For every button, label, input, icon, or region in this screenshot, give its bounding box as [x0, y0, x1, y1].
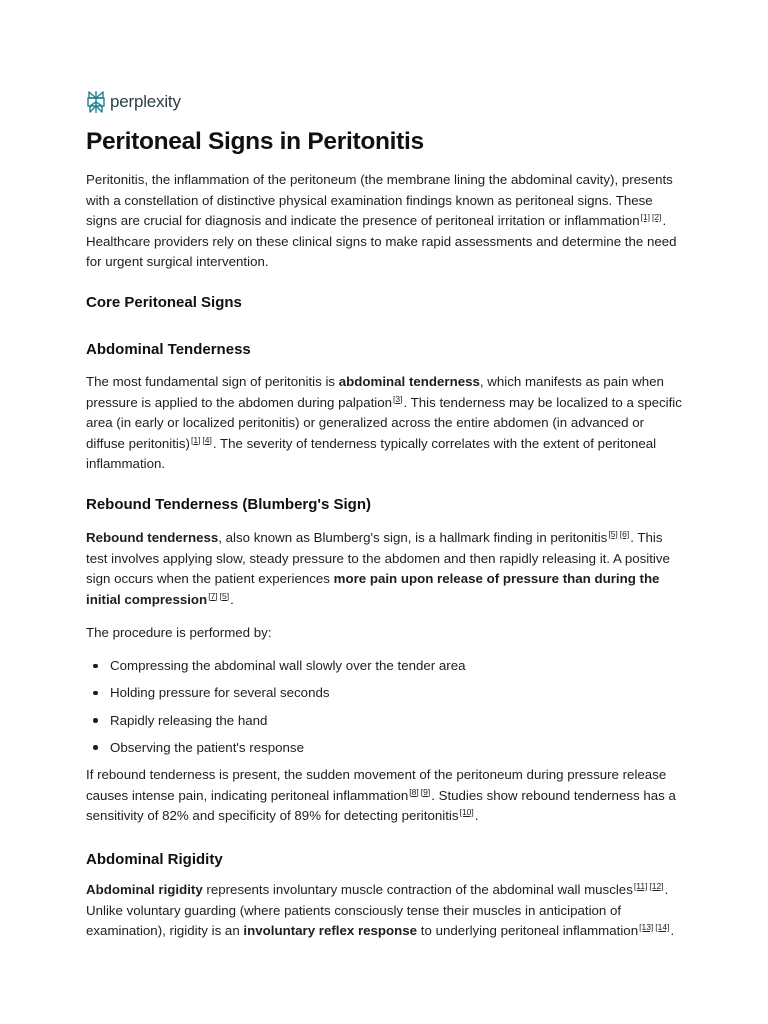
rebound-paragraph [86, 528, 686, 610]
rebound-text-1: , also known as Blumberg's sign, is a hallmark finding in peritonitis [218, 530, 608, 545]
rigidity-text-3: to underlying peritoneal inflammation [417, 923, 639, 938]
rigidity-text-1: represents involuntary muscle contraction of the abdominal wall muscles [202, 882, 633, 897]
intro-paragraph [86, 170, 686, 273]
sensitivity-text-1: If rebound tenderness is present, the sudden movement of the peritoneum during pressure release causes intense pain, indicating peritoneal inflammation [86, 767, 667, 803]
citation-link[interactable]: [12] [649, 881, 664, 891]
procedure-steps-list [86, 652, 710, 761]
rebound-sensitivity-paragraph [86, 765, 686, 827]
tenderness-text-2: , which manifests as pain when pressure is applied to the abdomen during palpation [86, 374, 664, 410]
rebound-bold-1: Rebound tenderness [86, 530, 219, 545]
citation-link[interactable]: [6] [619, 529, 630, 539]
rigidity-text-2: . Unlike voluntary guarding (where patients consciously tense their muscles in anticipation of examination), rigidity is an [86, 882, 669, 938]
section-heading-core: Core Peritoneal Signs [86, 294, 242, 311]
citation-link[interactable]: [4] [202, 434, 212, 445]
procedure-intro: The procedure is performed by: [86, 625, 272, 640]
list-item: Rapidly releasing the hand [110, 707, 710, 734]
citation-link[interactable]: [10] [459, 807, 474, 817]
citation-link[interactable]: [13] [639, 922, 654, 932]
tenderness-paragraph [86, 372, 686, 475]
citation-link[interactable]: [3] [393, 393, 403, 404]
intro-text-1: Peritonitis, the inflammation of the peritoneum (the membrane lining the abdominal cavity), presents with a constellation of distinctive physical examination findings known as peritoneal signs. These signs are crucial for diagnosis and indicate the presence of peritoneal irritation or inflammation [86, 172, 673, 228]
citation-link[interactable]: [2] [652, 212, 662, 222]
tenderness-text-4: . The severity of tenderness typically correlates with the extent of peritoneal inflammation. [86, 435, 657, 471]
sensitivity-text-3: . [474, 808, 479, 823]
intro-text-2: . Healthcare providers rely on these clinical signs to make rapid assessments and determine the need for urgent surgical intervention. [86, 213, 677, 269]
brand-logo[interactable] [86, 90, 181, 114]
citation-link[interactable]: [7] [208, 590, 218, 601]
citation-link[interactable]: [8] [409, 786, 419, 797]
citation-link[interactable]: [9] [420, 786, 431, 797]
rebound-text-3: . [230, 591, 234, 607]
rebound-text-2: . This test involves applying slow, steady pressure to the abdomen and then rapidly releasing it. A positive sign occurs when the patient experiences [86, 530, 670, 586]
rigidity-text-4: . [670, 923, 675, 938]
brand-name: perplexity [110, 92, 181, 111]
perplexity-logo-icon [86, 90, 106, 114]
heading-rebound-tenderness: Rebound Tenderness (Blumberg's Sign) [86, 496, 371, 513]
tenderness-text-1: The most fundamental sign of peritonitis is [86, 374, 339, 389]
page-title: Peritoneal Signs in Peritonitis [86, 128, 424, 155]
rigidity-bold-2: involuntary reflex response [243, 923, 418, 938]
citation-link[interactable]: [1] [640, 212, 651, 222]
rigidity-paragraph [86, 880, 686, 942]
list-item: Holding pressure for several seconds [110, 679, 710, 706]
sensitivity-text-2: . Studies show rebound tenderness has a sensitivity of 82% and specificity of 89% for detecting peritonitis [86, 787, 676, 823]
heading-abdominal-rigidity: Abdominal Rigidity [86, 851, 223, 868]
rebound-bold-2: more pain upon release of pressure than during the initial compression [86, 571, 660, 607]
heading-abdominal-tenderness: Abdominal Tenderness [86, 341, 251, 358]
citation-link[interactable]: [5] [608, 529, 618, 539]
citation-link[interactable]: [11] [633, 881, 648, 891]
list-item: Compressing the abdominal wall slowly over the tender area [110, 652, 710, 679]
tenderness-bold-1: abdominal tenderness [338, 374, 480, 389]
list-item: Observing the patient's response [110, 734, 710, 761]
citation-link[interactable]: [1] [190, 434, 201, 445]
rigidity-bold-1: Abdominal rigidity [86, 882, 203, 897]
citation-link[interactable]: [5] [219, 590, 230, 601]
citation-link[interactable]: [14] [655, 922, 670, 932]
tenderness-text-3: . This tenderness may be localized to a specific area (in early or localized peritonitis) or generalized across the entire abdomen (in advanced or diffuse peritonitis) [86, 394, 682, 451]
